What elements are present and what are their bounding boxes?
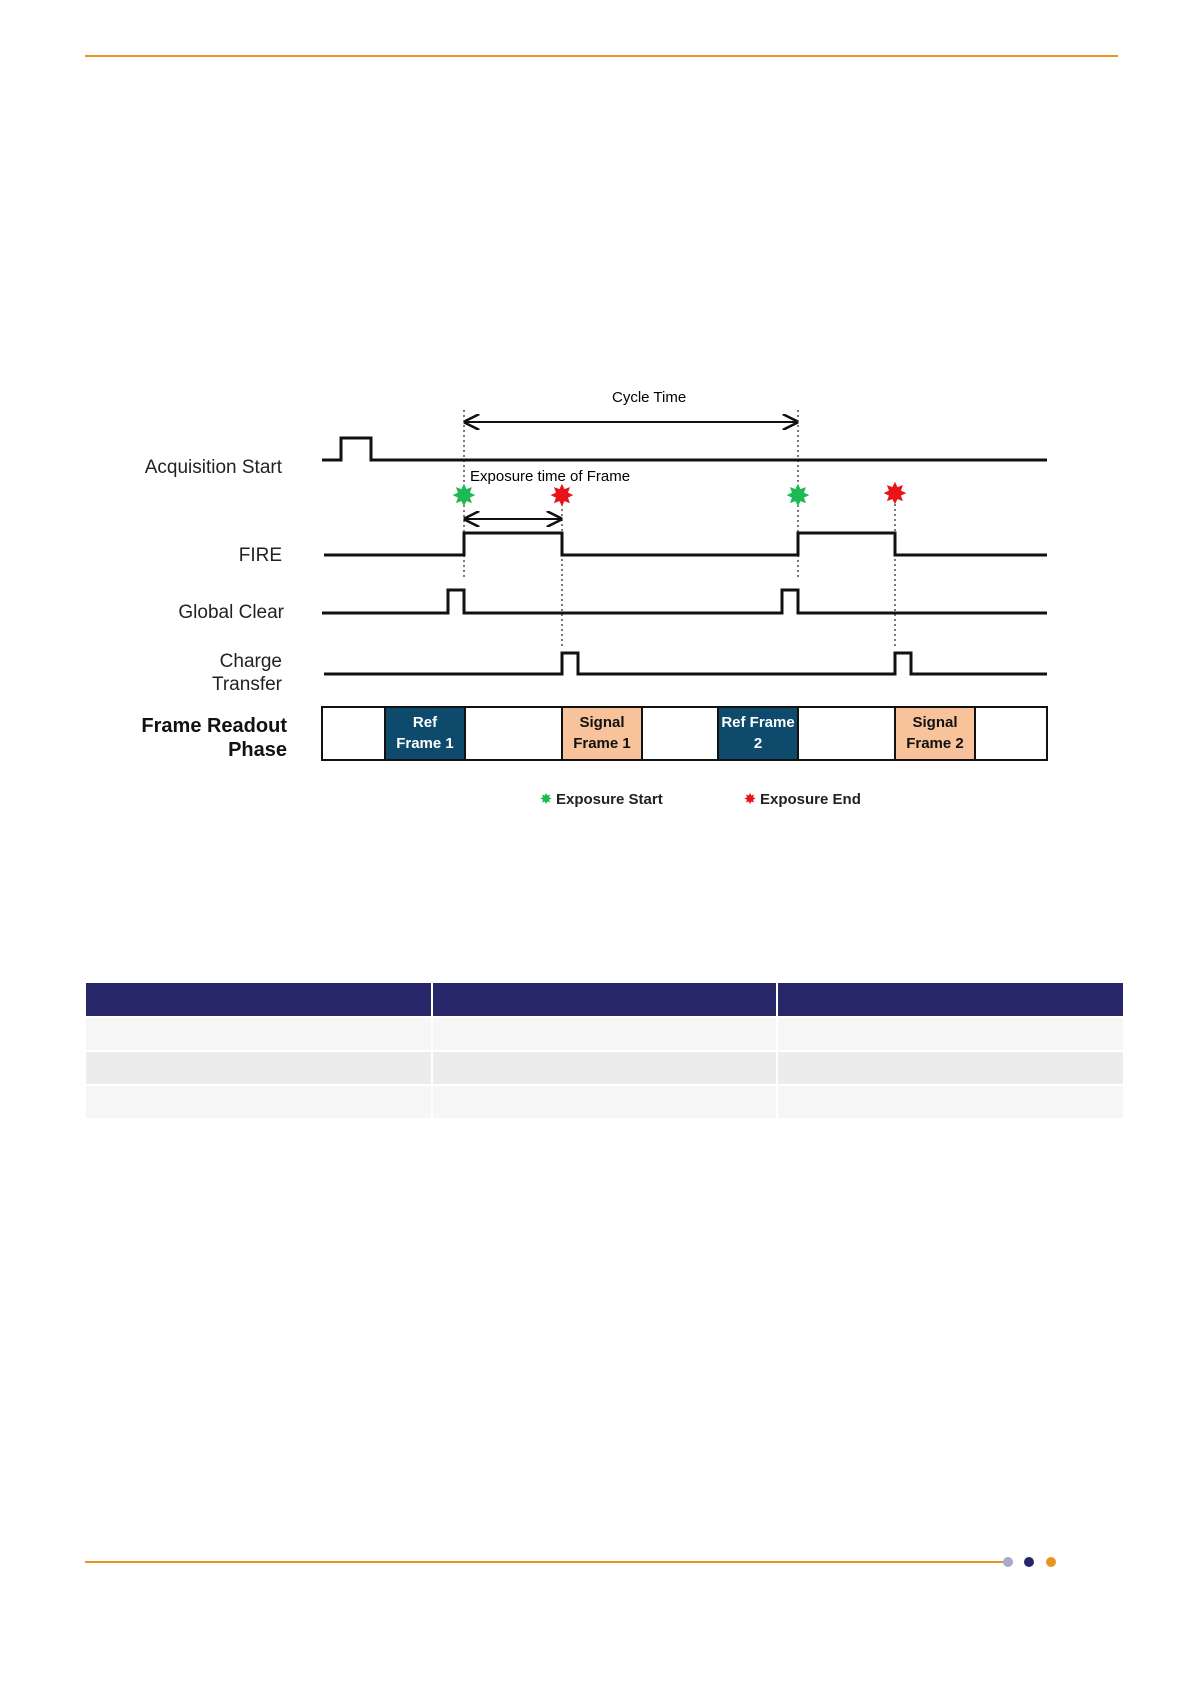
table-row (86, 1017, 1123, 1051)
fire-label: FIRE (238, 545, 282, 566)
signal-frame-1-text-line1: Signal (579, 714, 625, 731)
legend-exposure-start-label: Exposure Start (556, 791, 663, 808)
table-header-cell (432, 983, 778, 1017)
table-cell (777, 1051, 1123, 1085)
legend-exposure-start-icon: ✸ (539, 791, 553, 808)
ref-frame-1-text-line2: Frame 1 (396, 735, 454, 752)
frame-readout-label-line2: Phase (228, 739, 287, 761)
exposure-end-marker-1: ✸ (549, 480, 575, 513)
global-clear-waveform (322, 590, 1047, 613)
footer-dots (1003, 1555, 1063, 1569)
ref-frame-2-text-line1: Ref Frame (721, 714, 795, 731)
table-header-row (86, 983, 1123, 1017)
data-table (86, 983, 1123, 1118)
footer-dot-orange-icon (1046, 1557, 1056, 1567)
ref-frame-1-text-line1: Ref (412, 714, 438, 731)
table-cell (432, 1017, 778, 1051)
table-header-cell (86, 983, 432, 1017)
footer-dot-light-icon (1003, 1557, 1013, 1567)
acquisition-start-label: Acquisition Start (144, 457, 282, 478)
footer-dot-navy-icon (1024, 1557, 1034, 1567)
signal-frame-2-text-line1: Signal (912, 714, 958, 731)
table-cell (86, 1085, 432, 1118)
exposure-end-marker-2: ✸ (882, 478, 908, 511)
table-cell (86, 1051, 432, 1085)
global-clear-label: Global Clear (178, 602, 284, 623)
timing-diagram (120, 380, 1080, 820)
table-row (86, 1085, 1123, 1118)
charge-transfer-waveform (324, 653, 1047, 674)
table-row (86, 1051, 1123, 1085)
cycle-time-label: Cycle Time (612, 389, 687, 406)
fire-waveform (324, 533, 1047, 555)
table-cell (432, 1051, 778, 1085)
table-header-cell (777, 983, 1123, 1017)
exposure-time-label: Exposure time of Frame (470, 468, 631, 485)
acquisition-start-waveform (322, 438, 1047, 460)
legend-exposure-end-label: Exposure End (760, 791, 861, 808)
table-cell (777, 1017, 1123, 1051)
charge-transfer-label-line1: Charge (219, 651, 282, 672)
charge-transfer-label-line2: Transfer (211, 674, 282, 695)
ref-frame-2-text-line2: 2 (753, 735, 763, 752)
table-cell (432, 1085, 778, 1118)
table-cell (777, 1085, 1123, 1118)
exposure-start-marker-2: ✸ (785, 480, 811, 513)
signal-frame-2-text-line2: Frame 2 (906, 735, 964, 752)
signal-frame-1-text-line2: Frame 1 (573, 735, 631, 752)
table-cell (86, 1017, 432, 1051)
legend-exposure-end-icon: ✸ (743, 791, 757, 808)
footer-rule (85, 1561, 1005, 1563)
header-rule (85, 55, 1118, 57)
frame-readout-label-line1: Frame Readout (141, 715, 287, 737)
exposure-start-marker-1: ✸ (451, 480, 477, 513)
